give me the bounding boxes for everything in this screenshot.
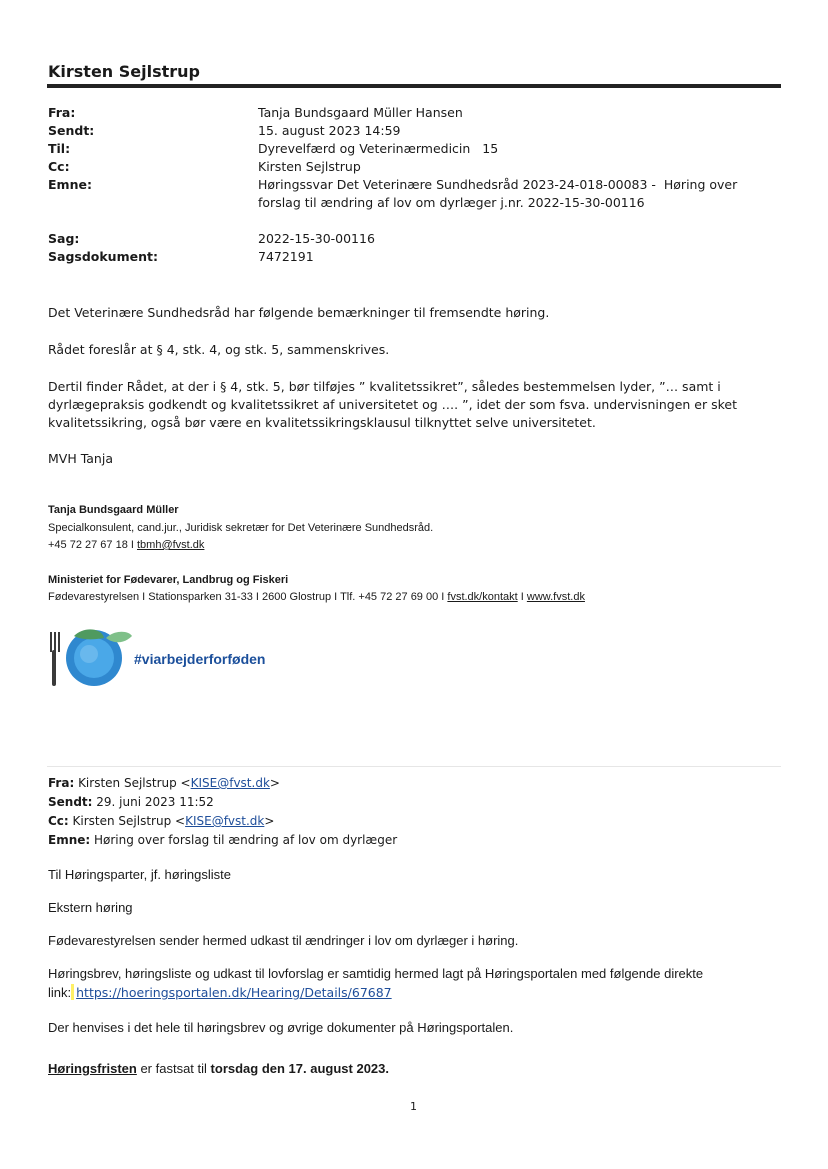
- signature-phone: +45 72 27 67 18 I: [48, 539, 137, 551]
- fwd-subject: [48, 831, 397, 850]
- fwd-paragraph-4-line-2: [48, 984, 392, 1002]
- ministry-address: [48, 590, 585, 605]
- fwd-paragraph-3: Fødevarestyrelsen sender hermed udkast til ændringer i lov om dyrlæger i høring.: [48, 933, 519, 948]
- body-paragraph-3-line-3: kvalitetssikring, også bør være en kvalitetssikringsklausul tilknyttet selve universitetet.: [48, 415, 596, 430]
- fwd-subject-value: Høring over forslag til ændring af lov om dyrlæger: [90, 833, 398, 847]
- page-title: Kirsten Sejlstrup: [48, 62, 201, 81]
- body-paragraph-1: Det Veterinære Sundhedsråd har følgende bemærkninger til fremsendte høring.: [48, 305, 550, 320]
- case-label: Sag:: [48, 231, 80, 246]
- from-value: Tanja Bundsgaard Müller Hansen: [258, 105, 463, 120]
- signature-contact: [48, 538, 204, 553]
- fwd-sent: [48, 793, 214, 812]
- contact-link[interactable]: fvst.dk/kontakt: [447, 591, 518, 603]
- sent-value: 15. august 2023 14:59: [258, 123, 401, 138]
- deadline-mid: er fastsat til: [136, 1061, 211, 1076]
- website-link[interactable]: www.fvst.dk: [526, 591, 585, 603]
- fwd-cc-email-link[interactable]: KISE@fvst.dk: [185, 814, 265, 828]
- cc-label: Cc:: [48, 159, 70, 174]
- fwd-from-value: Kirsten Sejlstrup <: [74, 776, 191, 790]
- to-label: Til:: [48, 141, 71, 156]
- fwd-paragraph-1: Til Høringsparter, jf. høringsliste: [48, 867, 232, 882]
- fwd-cc-close: >: [264, 814, 275, 828]
- title-divider: [47, 84, 781, 88]
- signature-role: Specialkonsulent, cand.jur., Juridisk sekretær for Det Veterinære Sundhedsråd.: [48, 522, 434, 534]
- signature-email-link[interactable]: tbmh@fvst.dk: [137, 539, 205, 551]
- hashtag-label: #viarbejderforføden: [134, 651, 266, 667]
- fwd-cc: [48, 812, 274, 831]
- from-label: Fra:: [48, 105, 76, 120]
- deadline-date: torsdag den 17. august 2023.: [210, 1061, 389, 1076]
- case-document-value: 7472191: [258, 249, 314, 264]
- subject-label: Emne:: [48, 177, 92, 192]
- subject-value: Høringssvar Det Veterinære Sundhedsråd 2023-24-018-00083 - Høring over: [258, 177, 738, 192]
- cc-value: Kirsten Sejlstrup: [258, 159, 361, 174]
- fvst-plate-logo: [44, 624, 134, 694]
- hearing-portal-link[interactable]: https://hoeringsportalen.dk/Hearing/Details/67687: [76, 985, 392, 1000]
- fwd-link-prefix: link:: [48, 985, 72, 1000]
- fwd-sent-label: Sendt:: [48, 795, 93, 809]
- fwd-subject-label: Emne:: [48, 833, 91, 847]
- case-value: 2022-15-30-00116: [258, 231, 375, 246]
- signature-name: Tanja Bundsgaard Müller: [48, 504, 179, 516]
- to-value: Dyrevelfærd og Veterinærmedicin 15: [258, 141, 499, 156]
- body-paragraph-3-line-1: Dertil finder Rådet, at der i § 4, stk. 5, bør tilføjes ” kvalitetssikret”, således bestemmelsen lyder, ”… samt i: [48, 379, 721, 394]
- ministry-name: Ministeriet for Fødevarer, Landbrug og Fiskeri: [48, 574, 289, 586]
- fwd-paragraph-5: Der henvises i det hele til høringsbrev og øvrige dokumenter på Høringsportalen.: [48, 1020, 514, 1035]
- forwarded-divider: [47, 766, 781, 767]
- fwd-paragraph-2: Ekstern høring: [48, 900, 133, 915]
- fork-tine-icon: [50, 632, 52, 652]
- fork-handle-icon: [52, 650, 56, 686]
- fwd-sent-value: 29. juni 2023 11:52: [92, 795, 214, 809]
- fwd-cc-value: Kirsten Sejlstrup <: [68, 814, 186, 828]
- fork-tine-icon: [54, 632, 56, 652]
- deadline-link[interactable]: Høringsfristen: [48, 1061, 137, 1076]
- case-document-label: Sagsdokument:: [48, 249, 158, 264]
- fwd-paragraph-4-line-1: Høringsbrev, høringsliste og udkast til lovforslag er samtidig hermed lagt på Høringsportalen med følgende direkte: [48, 966, 704, 981]
- fwd-from-close: >: [269, 776, 280, 790]
- ministry-address-text: Fødevarestyrelsen I Stationsparken 31-33 I 2600 Glostrup I Tlf. +45 72 27 69 00 I: [48, 591, 448, 603]
- fork-tine-icon: [58, 632, 60, 652]
- subject-value-line2: forslag til ændring af lov om dyrlæger j.nr. 2022-15-30-00116: [258, 195, 645, 210]
- body-paragraph-2: Rådet foreslår at § 4, stk. 4, og stk. 5, sammenskrives.: [48, 342, 390, 357]
- fwd-paragraph-6: [48, 1060, 389, 1078]
- body-paragraph-3-line-2: dyrlægepraksis godkendt og kvalitetssikret af universitetet og …. ”, idet der som fsva. undervisningen er sket: [48, 397, 737, 412]
- fwd-from: [48, 774, 280, 793]
- sent-label: Sendt:: [48, 123, 95, 138]
- fwd-cc-label: Cc:: [48, 814, 69, 828]
- fwd-from-email-link[interactable]: KISE@fvst.dk: [190, 776, 270, 790]
- fwd-from-label: Fra:: [48, 776, 75, 790]
- link-separator: I: [517, 591, 527, 603]
- page-number: 1: [410, 1100, 417, 1113]
- highlight-mark: [71, 984, 74, 1000]
- plate-highlight-icon: [80, 645, 98, 663]
- body-closing: MVH Tanja: [48, 451, 113, 466]
